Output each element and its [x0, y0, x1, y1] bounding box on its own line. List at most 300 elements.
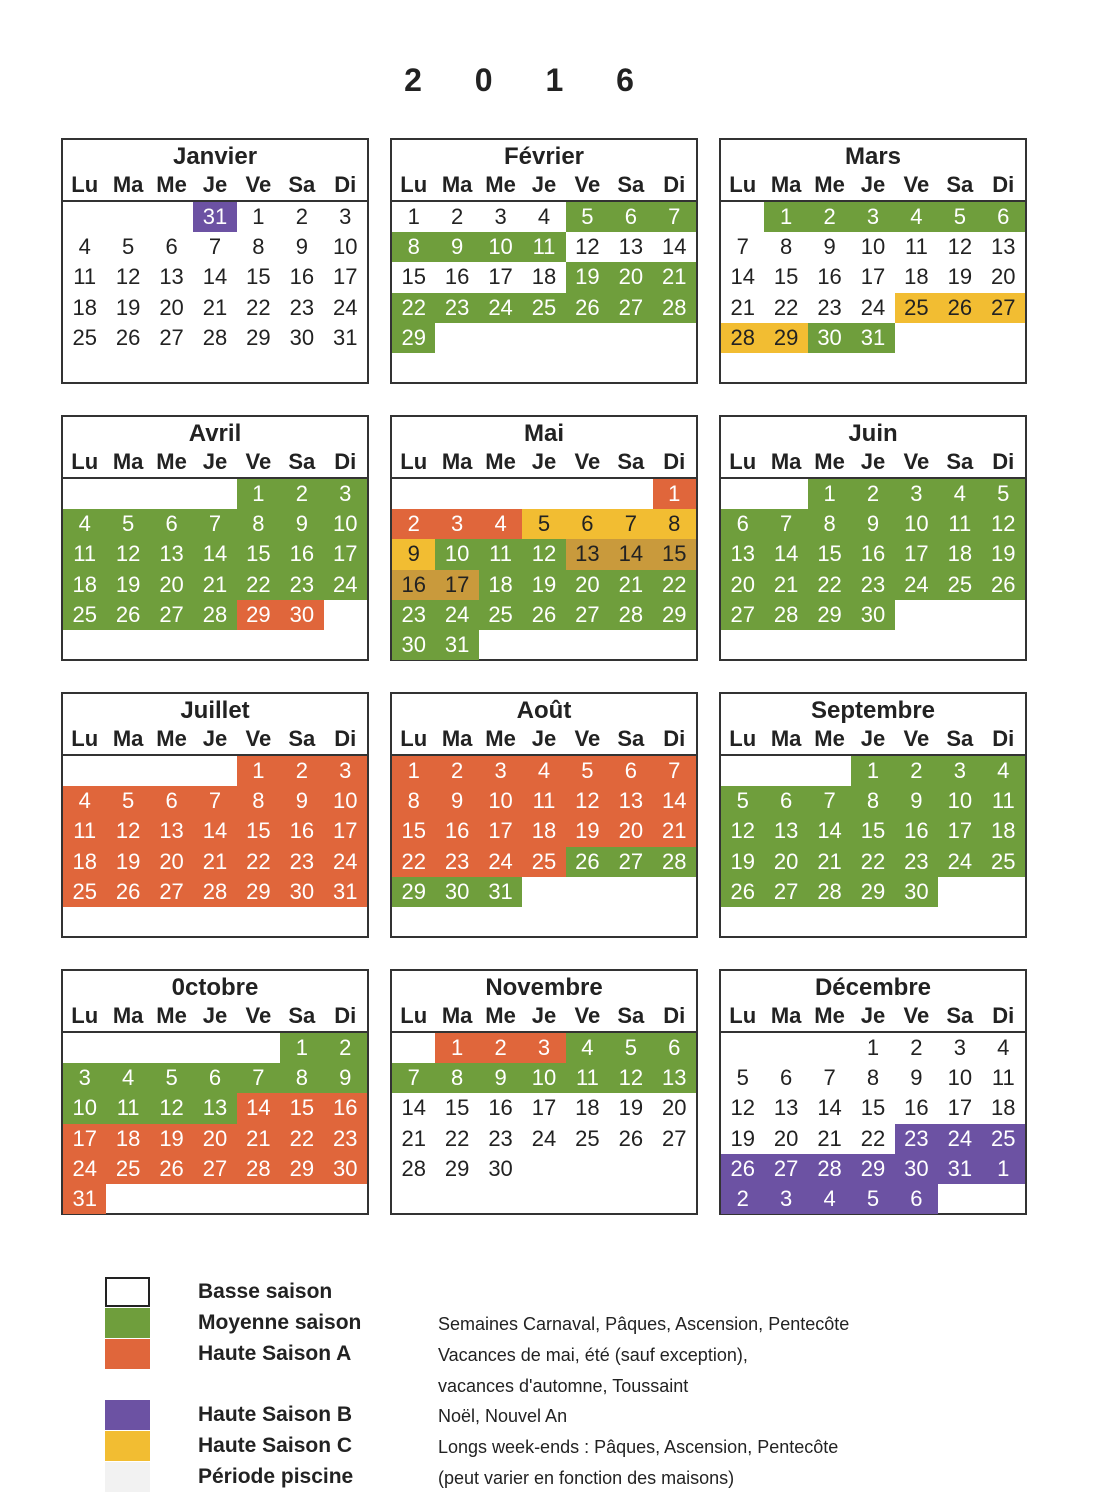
- day-cell: 13: [566, 539, 609, 569]
- day-cell: 7: [653, 756, 696, 786]
- day-cell: 10: [522, 1063, 565, 1093]
- day-cell: 9: [435, 232, 478, 262]
- day-cell: 25: [63, 600, 106, 630]
- day-cell: 9: [280, 786, 323, 816]
- day-cell: 27: [150, 877, 193, 907]
- day-cell: 14: [193, 816, 236, 846]
- day-cell: 28: [808, 877, 851, 907]
- month-title: Septembre: [810, 697, 936, 724]
- empty-cell: [237, 1033, 280, 1063]
- day-cell: 1: [982, 1154, 1025, 1184]
- day-cell: 7: [609, 509, 652, 539]
- weekday-label: Ve: [245, 726, 272, 751]
- month-11: [390, 969, 698, 1215]
- day-cell: 22: [851, 847, 894, 877]
- day-cell: 5: [150, 1063, 193, 1093]
- weekday-header: [63, 170, 367, 202]
- legend-description: (peut varier en fonction des maisons): [438, 1468, 735, 1488]
- day-cell: 22: [392, 293, 435, 323]
- weekday-label: Di: [334, 1003, 357, 1028]
- day-cell: 8: [866, 1065, 880, 1091]
- weekday-label: Lu: [400, 172, 428, 197]
- day-cell: 5: [522, 509, 565, 539]
- day-cell: 24: [938, 847, 981, 877]
- weekday-header: [721, 447, 1025, 479]
- day-cell: 28: [653, 847, 696, 877]
- day-grid: [392, 479, 696, 660]
- weekday-header: [721, 170, 1025, 202]
- day-cell: 6: [193, 1063, 236, 1093]
- weekday-label: Me: [485, 1003, 516, 1028]
- weekday-label: Lu: [729, 172, 757, 197]
- day-cell: 7: [193, 786, 236, 816]
- day-cell: 8: [392, 786, 435, 816]
- day-grid: [392, 1033, 696, 1184]
- empty-cell: [106, 479, 149, 509]
- empty-cell: [566, 479, 609, 509]
- day-cell: 23: [895, 847, 938, 877]
- weekday-label: Ve: [574, 1003, 601, 1028]
- weekday-label: Lu: [729, 449, 757, 474]
- month-12: [719, 969, 1027, 1215]
- day-cell: 29: [653, 600, 696, 630]
- day-cell: 4: [982, 756, 1025, 786]
- day-grid: [721, 756, 1025, 907]
- day-cell: 1: [866, 1035, 880, 1060]
- weekday-label: Lu: [400, 449, 428, 474]
- day-grid: [721, 479, 1025, 630]
- day-cell: 13: [764, 816, 807, 846]
- day-cell: 28: [237, 1154, 280, 1184]
- day-cell: 18: [982, 816, 1025, 846]
- empty-cell: [150, 202, 193, 232]
- day-cell: 17: [938, 816, 981, 846]
- day-cell: 22: [444, 1125, 470, 1151]
- month-title: Juillet: [180, 697, 250, 724]
- weekday-header: [392, 170, 696, 202]
- day-cell: 2: [851, 479, 894, 509]
- weekday-label: Je: [531, 1003, 557, 1028]
- day-cell: 2: [392, 509, 435, 539]
- weekday-label: Ma: [441, 172, 473, 197]
- day-cell: 11: [522, 232, 565, 262]
- day-cell: 5: [566, 756, 609, 786]
- day-cell: 28: [193, 877, 236, 907]
- day-cell: 19: [947, 264, 973, 290]
- day-cell: 17: [488, 264, 513, 290]
- weekday-header: [63, 447, 367, 479]
- year-title: 2 0 1 6: [404, 62, 656, 98]
- day-cell: 4: [997, 1035, 1010, 1060]
- day-cell: 24: [938, 1124, 981, 1154]
- day-cell: 11: [938, 509, 981, 539]
- day-cell: 14: [202, 264, 228, 290]
- weekday-label: Je: [531, 726, 557, 751]
- day-cell: 7: [653, 202, 696, 232]
- day-cell: 26: [982, 570, 1025, 600]
- empty-cell: [522, 479, 565, 509]
- month-4: [61, 415, 369, 661]
- day-cell: 23: [324, 1124, 367, 1154]
- empty-cell: [721, 479, 764, 509]
- weekday-label: Ve: [903, 1003, 930, 1028]
- day-cell: 15: [392, 816, 435, 846]
- weekday-label: Sa: [946, 449, 974, 474]
- weekday-label: Lu: [71, 172, 99, 197]
- day-cell: 2: [324, 1033, 367, 1063]
- day-cell: 6: [609, 756, 652, 786]
- day-cell: 14: [193, 539, 236, 569]
- day-cell: 3: [324, 756, 367, 786]
- weekday-label: Me: [156, 726, 187, 751]
- day-cell: 31: [851, 323, 894, 353]
- day-cell: 6: [165, 234, 178, 260]
- month-title: Janvier: [172, 143, 258, 170]
- day-cell: 15: [280, 1093, 323, 1123]
- month-8: [390, 692, 698, 938]
- day-cell: 28: [401, 1155, 426, 1181]
- weekday-label: Me: [485, 172, 516, 197]
- day-cell: 27: [159, 324, 184, 350]
- day-cell: 17: [531, 1095, 557, 1121]
- weekday-label: Sa: [946, 172, 974, 197]
- day-cell: 7: [808, 786, 851, 816]
- weekday-label: Ve: [903, 172, 930, 197]
- day-cell: 30: [895, 1154, 938, 1184]
- day-cell: 7: [193, 509, 236, 539]
- legend-description: vacances d'automne, Toussaint: [438, 1376, 689, 1396]
- day-cell: 6: [150, 509, 193, 539]
- day-cell: 27: [609, 847, 652, 877]
- day-cell: 28: [193, 600, 236, 630]
- day-cell: 1: [653, 479, 696, 509]
- day-cell: 29: [280, 1154, 323, 1184]
- weekday-label: Je: [531, 172, 557, 197]
- empty-cell: [150, 479, 193, 509]
- day-cell: 19: [522, 570, 565, 600]
- day-cell: 17: [324, 816, 367, 846]
- day-cell: 12: [566, 786, 609, 816]
- day-cell: 6: [721, 509, 764, 539]
- weekday-label: Ve: [574, 172, 601, 197]
- day-cell: 23: [851, 570, 894, 600]
- day-cell: 28: [653, 293, 696, 323]
- day-cell: 19: [982, 539, 1025, 569]
- day-cell: 27: [193, 1154, 236, 1184]
- day-cell: 23: [280, 847, 323, 877]
- day-cell: 19: [106, 570, 149, 600]
- day-cell: 11: [905, 234, 928, 260]
- day-cell: 3: [764, 1184, 807, 1214]
- day-cell: 21: [237, 1124, 280, 1154]
- day-cell: 2: [435, 756, 478, 786]
- day-cell: 1: [407, 204, 420, 229]
- day-cell: 11: [106, 1093, 149, 1123]
- day-cell: 26: [106, 600, 149, 630]
- weekday-label: Me: [156, 449, 187, 474]
- day-cell: 8: [808, 509, 851, 539]
- month-7: [61, 692, 369, 938]
- weekday-label: Je: [860, 449, 886, 474]
- day-cell: 13: [653, 1063, 696, 1093]
- empty-cell: [609, 479, 652, 509]
- legend-description: Vacances de mai, été (sauf exception),: [438, 1345, 748, 1365]
- day-cell: 23: [435, 847, 478, 877]
- day-cell: 16: [289, 264, 315, 290]
- day-cell: 16: [444, 264, 470, 290]
- day-cell: 10: [947, 1065, 973, 1091]
- weekday-label: Ve: [245, 172, 272, 197]
- weekday-label: Sa: [946, 1003, 974, 1028]
- day-cell: 15: [860, 1095, 886, 1121]
- day-cell: 24: [435, 600, 478, 630]
- day-cell: 1: [435, 1033, 478, 1063]
- day-cell: 7: [237, 1063, 280, 1093]
- day-cell: 8: [252, 234, 265, 260]
- day-cell: 9: [895, 786, 938, 816]
- day-cell: 14: [730, 264, 755, 290]
- day-cell: 13: [193, 1093, 236, 1123]
- weekday-label: Je: [202, 172, 228, 197]
- weekday-label: Ma: [112, 1003, 144, 1028]
- day-cell: 19: [730, 1125, 755, 1151]
- day-cell: 31: [435, 630, 478, 660]
- month-title: Juin: [848, 420, 898, 447]
- day-grid: [63, 756, 367, 907]
- weekday-label: Lu: [729, 726, 757, 751]
- day-cell: 4: [522, 756, 565, 786]
- month-title: Mai: [523, 420, 564, 447]
- day-cell: 25: [106, 1154, 149, 1184]
- day-cell: 12: [721, 816, 764, 846]
- weekday-label: Me: [156, 1003, 187, 1028]
- day-cell: 24: [479, 293, 522, 323]
- day-cell: 21: [730, 294, 755, 320]
- weekday-label: Di: [992, 726, 1015, 751]
- weekday-label: Di: [992, 1003, 1015, 1028]
- day-cell: 11: [982, 786, 1025, 816]
- day-cell: 27: [721, 600, 764, 630]
- day-cell: 3: [494, 204, 507, 229]
- day-cell: 17: [479, 816, 522, 846]
- day-cell: 24: [860, 294, 886, 320]
- weekday-label: Lu: [729, 1003, 757, 1028]
- legend-swatch: [105, 1431, 150, 1461]
- weekday-label: Me: [814, 449, 845, 474]
- day-cell: 9: [479, 1063, 522, 1093]
- day-cell: 9: [435, 786, 478, 816]
- day-cell: 19: [721, 847, 764, 877]
- day-cell: 17: [324, 539, 367, 569]
- day-cell: 14: [401, 1095, 426, 1121]
- day-cell: 20: [159, 294, 184, 320]
- day-cell: 13: [150, 816, 193, 846]
- weekday-label: Di: [992, 172, 1015, 197]
- day-cell: 30: [392, 630, 435, 660]
- day-cell: 2: [895, 756, 938, 786]
- weekday-label: Me: [814, 172, 845, 197]
- day-cell: 29: [851, 877, 894, 907]
- day-cell: 14: [817, 1095, 842, 1121]
- day-cell: 5: [736, 1065, 749, 1091]
- day-cell: 26: [106, 877, 149, 907]
- day-cell: 24: [895, 570, 938, 600]
- legend-label: Période piscine: [198, 1465, 354, 1488]
- day-cell: 31: [63, 1184, 106, 1214]
- day-cell: 27: [764, 877, 807, 907]
- weekday-label: Ve: [245, 1003, 272, 1028]
- day-cell: 24: [324, 847, 367, 877]
- day-cell: 4: [938, 479, 981, 509]
- day-cell: 13: [150, 539, 193, 569]
- day-cell: 22: [280, 1124, 323, 1154]
- day-cell: 15: [246, 264, 271, 290]
- empty-cell: [63, 202, 106, 232]
- weekday-label: Ve: [574, 449, 601, 474]
- day-cell: 8: [653, 509, 696, 539]
- day-grid: [63, 1033, 367, 1214]
- weekday-header: [392, 447, 696, 479]
- day-cell: 24: [479, 847, 522, 877]
- day-cell: 9: [823, 234, 836, 260]
- day-cell: 29: [851, 1154, 894, 1184]
- legend-description: Noël, Nouvel An: [438, 1406, 568, 1426]
- empty-cell: [106, 1033, 149, 1063]
- day-cell: 20: [193, 1124, 236, 1154]
- empty-cell: [721, 756, 764, 786]
- empty-cell: [106, 756, 149, 786]
- day-cell: 23: [895, 1124, 938, 1154]
- day-cell: 3: [479, 756, 522, 786]
- day-cell: 22: [392, 847, 435, 877]
- day-cell: 29: [392, 323, 435, 353]
- day-cell: 30: [808, 323, 851, 353]
- day-cell: 6: [566, 509, 609, 539]
- empty-cell: [479, 479, 522, 509]
- day-cell: 4: [479, 509, 522, 539]
- day-cell: 30: [289, 324, 315, 350]
- weekday-label: Lu: [71, 726, 99, 751]
- day-cell: 22: [237, 847, 280, 877]
- day-cell: 1: [851, 756, 894, 786]
- weekday-label: Di: [334, 726, 357, 751]
- day-cell: 20: [991, 264, 1016, 290]
- day-cell: 7: [764, 509, 807, 539]
- day-cell: 29: [764, 323, 807, 353]
- legend-label: Haute Saison B: [198, 1403, 353, 1426]
- weekday-label: Sa: [288, 1003, 316, 1028]
- day-cell: 26: [566, 847, 609, 877]
- weekday-label: Ma: [112, 172, 144, 197]
- day-cell: 10: [479, 232, 522, 262]
- weekday-label: Di: [663, 1003, 686, 1028]
- day-cell: 2: [479, 1033, 522, 1063]
- day-cell: 13: [773, 1095, 799, 1121]
- day-cell: 21: [653, 262, 696, 292]
- legend-label: Moyenne saison: [198, 1311, 362, 1334]
- weekday-label: Di: [663, 726, 686, 751]
- day-cell: 20: [150, 847, 193, 877]
- day-cell: 20: [566, 570, 609, 600]
- day-cell: 4: [63, 786, 106, 816]
- day-cell: 21: [609, 570, 652, 600]
- day-cell: 18: [904, 264, 929, 290]
- empty-cell: [392, 1033, 435, 1063]
- day-cell: 2: [721, 1184, 764, 1214]
- day-cell: 6: [764, 786, 807, 816]
- day-cell: 1: [764, 202, 807, 232]
- day-cell: 10: [324, 786, 367, 816]
- day-cell: 21: [653, 816, 696, 846]
- day-cell: 10: [938, 786, 981, 816]
- day-cell: 11: [479, 539, 522, 569]
- empty-cell: [63, 1033, 106, 1063]
- day-cell: 14: [609, 539, 652, 569]
- day-grid: [721, 1033, 1025, 1214]
- empty-cell: [193, 1033, 236, 1063]
- day-cell: 26: [721, 877, 764, 907]
- day-cell: 1: [252, 204, 265, 229]
- day-cell: 15: [851, 816, 894, 846]
- weekday-header: [721, 1001, 1025, 1033]
- day-cell: 15: [237, 816, 280, 846]
- day-cell: 18: [522, 816, 565, 846]
- day-cell: 28: [202, 324, 228, 350]
- weekday-label: Sa: [946, 726, 974, 751]
- day-cell: 1: [237, 479, 280, 509]
- day-cell: 26: [150, 1154, 193, 1184]
- day-cell: 10: [895, 509, 938, 539]
- day-cell: 17: [435, 570, 478, 600]
- day-cell: 11: [522, 786, 565, 816]
- legend-swatch: [105, 1308, 150, 1338]
- day-cell: 3: [953, 1035, 966, 1060]
- day-cell: 9: [392, 539, 435, 569]
- day-cell: 14: [237, 1093, 280, 1123]
- day-cell: 4: [808, 1184, 851, 1214]
- day-cell: 15: [237, 539, 280, 569]
- day-cell: 23: [435, 293, 478, 323]
- day-cell: 10: [479, 786, 522, 816]
- weekday-label: Ma: [770, 449, 802, 474]
- day-cell: 20: [609, 262, 652, 292]
- day-cell: 18: [106, 1124, 149, 1154]
- day-cell: 20: [609, 816, 652, 846]
- day-cell: 10: [324, 509, 367, 539]
- day-cell: 18: [479, 570, 522, 600]
- day-grid: [392, 202, 696, 353]
- day-cell: 10: [333, 234, 358, 260]
- weekday-label: Ma: [770, 1003, 802, 1028]
- day-cell: 21: [764, 570, 807, 600]
- day-cell: 3: [435, 509, 478, 539]
- day-cell: 15: [808, 539, 851, 569]
- weekday-label: Di: [663, 172, 686, 197]
- day-cell: 29: [246, 324, 271, 350]
- day-cell: 30: [435, 877, 478, 907]
- day-cell: 18: [575, 1095, 600, 1121]
- day-cell: 12: [522, 539, 565, 569]
- empty-cell: [764, 479, 807, 509]
- day-cell: 24: [63, 1154, 106, 1184]
- day-cell: 15: [401, 264, 426, 290]
- day-cell: 21: [193, 570, 236, 600]
- day-cell: 3: [339, 204, 352, 229]
- day-cell: 29: [808, 600, 851, 630]
- day-cell: 24: [324, 570, 367, 600]
- day-cell: 2: [808, 202, 851, 232]
- day-cell: 31: [333, 324, 358, 350]
